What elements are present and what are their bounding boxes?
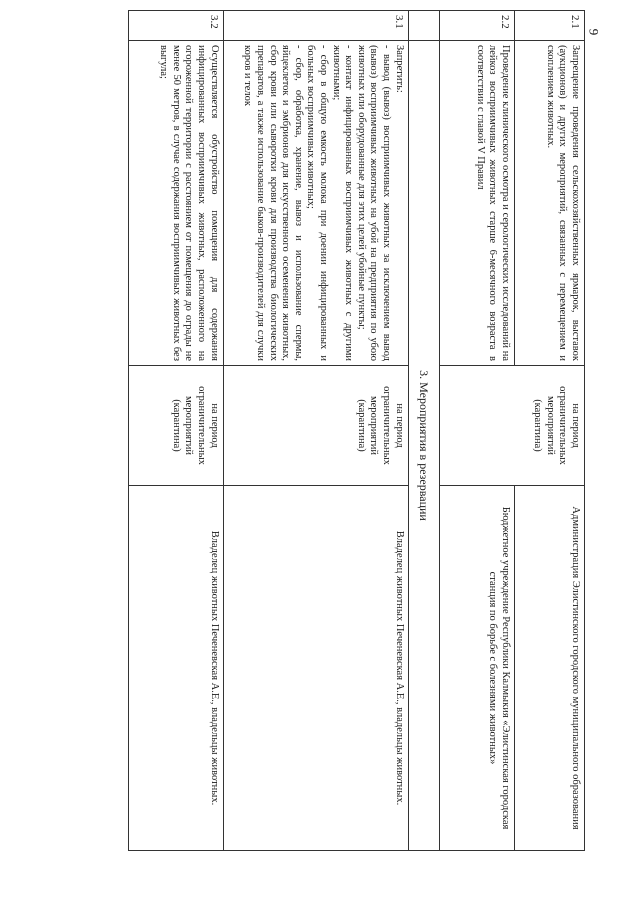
row-number: 2.2 — [440, 11, 515, 41]
measures-table — [128, 10, 585, 851]
measure-responsible: Владелец животных Печеневская А.Е., владельцы животных. — [223, 486, 408, 851]
table-row — [128, 11, 223, 851]
section-title: 3. Мероприятия в резервации — [408, 41, 439, 851]
prohibit-item: - контакт инфицированных восприимчивых животных с другими животными; — [330, 45, 355, 361]
prohibit-item: - сбор в общую емкость молока при доении инфицированных и больных восприимчивых животных; — [305, 45, 330, 361]
measure-term: на период ограничительных мероприятий (карантина) — [440, 366, 585, 486]
table-row — [223, 11, 408, 851]
measure-text: Осуществляется обустройство помещения для содержания инфицированных восприимчивых животных, расположенного на огороженной территории с расстоянием от помещения до ограды не менее 50 метров, в случае содержания восприимчивых животных без выгула; — [128, 41, 223, 366]
rotated-table-content — [75, 10, 585, 850]
row-number: 3.1 — [223, 11, 408, 41]
measure-responsible: Администрация Элистинского городского муниципального образования — [515, 486, 585, 851]
measure-term: на период ограничительных мероприятий (карантина) — [223, 366, 408, 486]
row-number: 2.1 — [515, 11, 585, 41]
measure-text — [223, 41, 408, 366]
section-header-row — [408, 11, 439, 851]
measure-responsible: Бюджетное учреждение Республики Калмыкия «Элистинская городская станция по борьбе с болезнями животных» — [440, 486, 515, 851]
rotated-table-wrapper — [75, 10, 585, 850]
row-number: 3.2 — [128, 11, 223, 41]
measure-text: Проведение клинического осмотра и серологических исследований на лейкоз восприимчивых животных старше 6-месячного возраста в соответствии с главой V Правил — [440, 41, 515, 366]
prohibit-intro: Запретить: — [393, 45, 405, 93]
page-number: 9 — [586, 28, 602, 36]
measure-text: Запрещение проведения сельскохозяйственных ярмарок, выставок (аукционов) и других мероприятий, связанных с перемещением и скоплением животных. — [515, 41, 585, 366]
prohibit-item: - сбор, обработка, хранение, вывоз и использование спермы, яйцеклеток и эмбрионов для искусственного осеменения животных, сбор крови или сыворотки крови для производства биологических препаратов, а также использование быков-производителей для случки коров и телок — [242, 45, 304, 361]
prohibit-item: - вывод (вывоз) восприимчивых животных за исключением вывод (вывоз) восприимчивых животных на убой на предприятия по убою животных или оборудованные для этих целей убойные пункты; — [355, 45, 393, 361]
table-row — [515, 11, 585, 851]
measure-responsible: Владелец животных Печеневская А.Е., владельцы животных. — [128, 486, 223, 851]
measure-term: на период ограничительных мероприятий (карантина) — [128, 366, 223, 486]
